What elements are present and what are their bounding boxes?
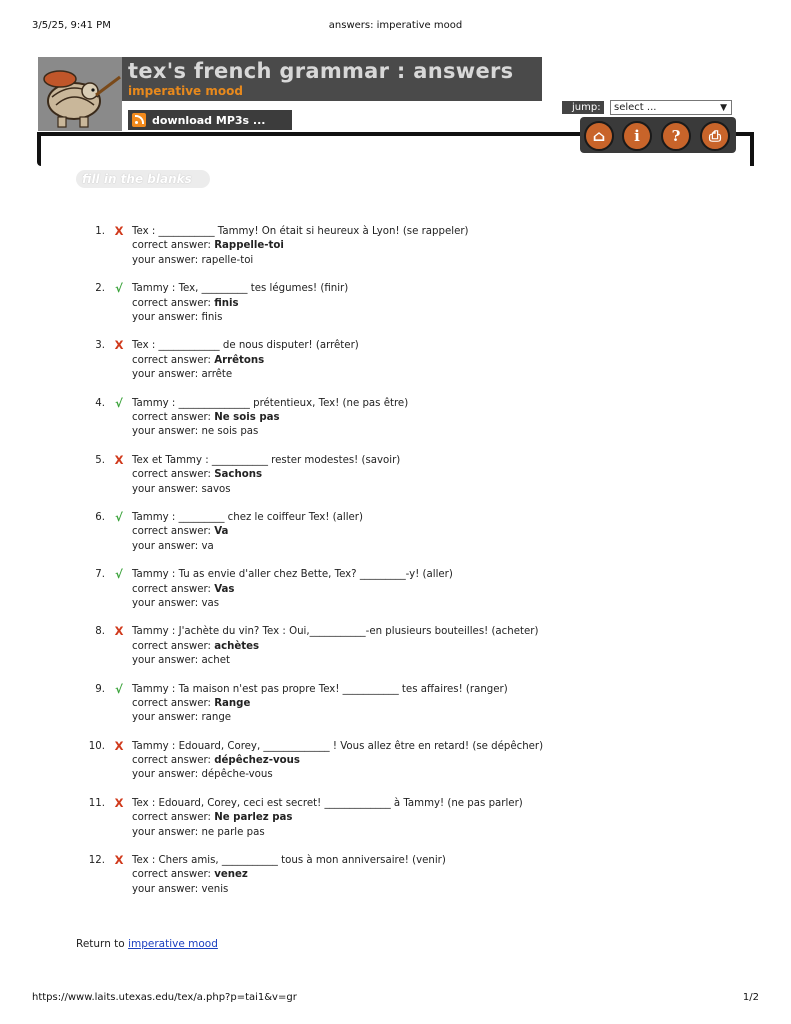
- correct-answer-label: correct answer:: [132, 469, 215, 481]
- info-icon[interactable]: i: [622, 121, 652, 151]
- correct-answer-value: dépêchez-vous: [214, 755, 300, 767]
- item-number: 4.: [95, 397, 105, 409]
- item-number: 5.: [95, 454, 105, 466]
- content-frame-left: [37, 132, 41, 166]
- item-number: 7.: [95, 569, 105, 581]
- your-answer-line: [132, 883, 228, 897]
- tex-armadillo-logo: [38, 57, 122, 131]
- your-answer-label: your answer:: [132, 883, 202, 895]
- check-icon: √: [115, 281, 123, 296]
- your-answer-value: va: [201, 540, 214, 552]
- answer-item: [0, 339, 791, 396]
- help-icon[interactable]: ?: [661, 121, 691, 151]
- return-line: [76, 938, 218, 950]
- cross-icon: X: [114, 452, 124, 467]
- correct-answer-line: [132, 525, 228, 539]
- correct-answer-line: [132, 239, 284, 253]
- section-label: fill in the blanks: [76, 170, 210, 188]
- cross-icon: X: [114, 624, 124, 639]
- check-icon: √: [115, 567, 123, 582]
- answer-list: [0, 225, 791, 911]
- answer-item: [0, 740, 791, 797]
- correct-answer-label: correct answer:: [132, 640, 215, 652]
- item-number: 9.: [95, 683, 105, 695]
- correct-answer-value: Arrêtons: [214, 354, 265, 366]
- jump-select-value: select ...: [614, 102, 657, 113]
- your-answer-label: your answer:: [132, 540, 202, 552]
- your-answer-label: your answer:: [132, 655, 202, 667]
- answer-item: [0, 511, 791, 568]
- answer-item: [0, 683, 791, 740]
- correct-answer-value: finis: [214, 297, 239, 309]
- question-text: Tex : Edouard, Corey, ceci est secret! _____________ à Tammy! (ne pas parler): [132, 797, 523, 809]
- question-text: Tex : ____________ de nous disputer! (arrêter): [132, 340, 359, 352]
- answer-item: [0, 568, 791, 625]
- download-mp3s-button[interactable]: [128, 110, 292, 130]
- correct-answer-value: Ne parlez pas: [214, 812, 293, 824]
- download-mp3s-label: download MP3s ...: [152, 113, 266, 127]
- rss-icon: [132, 113, 146, 127]
- correct-answer-value: Ne sois pas: [214, 411, 280, 423]
- cross-icon: X: [114, 795, 124, 810]
- your-answer-line: [132, 368, 232, 382]
- content-frame-right: [750, 132, 754, 166]
- print-icon[interactable]: ⎙: [700, 121, 730, 151]
- correct-answer-line: [132, 297, 239, 311]
- your-answer-value: ne parle pas: [201, 826, 265, 838]
- your-answer-label: your answer:: [132, 712, 202, 724]
- correct-answer-value: Va: [214, 526, 229, 538]
- question-text: Tammy : Tu as envie d'aller chez Bette, Tex? _________-y! (aller): [132, 569, 453, 581]
- site-banner: [38, 57, 542, 131]
- correct-answer-label: correct answer:: [132, 354, 215, 366]
- your-answer-label: your answer:: [132, 483, 202, 495]
- correct-answer-value: achètes: [214, 640, 260, 652]
- print-header: [32, 20, 759, 34]
- your-answer-value: arrête: [201, 369, 233, 381]
- correct-answer-label: correct answer:: [132, 755, 215, 767]
- page-subtitle: imperative mood: [128, 84, 243, 98]
- your-answer-value: range: [201, 712, 232, 724]
- print-timestamp: 3/5/25, 9:41 PM: [32, 20, 111, 31]
- your-answer-line: [132, 483, 231, 497]
- your-answer-line: [132, 254, 253, 268]
- your-answer-value: ne sois pas: [201, 426, 259, 438]
- correct-answer-line: [132, 411, 280, 425]
- check-icon: √: [115, 681, 123, 696]
- correct-answer-line: [132, 868, 248, 882]
- your-answer-label: your answer:: [132, 311, 202, 323]
- your-answer-value: dépêche-vous: [201, 769, 273, 781]
- print-footer: [32, 992, 759, 1006]
- question-text: Tammy : Edouard, Corey, _____________ ! Vous allez être en retard! (se dépêcher): [132, 740, 544, 752]
- question-text: Tammy : Tex, _________ tes légumes! (finir): [132, 283, 349, 295]
- cross-icon: X: [114, 853, 124, 868]
- return-prefix: Return to: [76, 938, 129, 950]
- correct-answer-value: Sachons: [214, 469, 263, 481]
- jump-label: jump:: [562, 101, 604, 114]
- correct-answer-value: venez: [214, 869, 248, 881]
- correct-answer-label: correct answer:: [132, 583, 215, 595]
- correct-answer-label: correct answer:: [132, 411, 215, 423]
- print-page-title: answers: imperative mood: [328, 20, 463, 31]
- check-icon: √: [115, 509, 123, 524]
- question-text: Tammy : J'achète du vin? Tex : Oui,___________-en plusieurs bouteilles! (acheter): [132, 626, 539, 638]
- correct-answer-label: correct answer:: [132, 297, 215, 309]
- question-text: Tammy : _________ chez le coiffeur Tex! (aller): [132, 511, 363, 523]
- your-answer-line: [132, 711, 231, 725]
- site-title: tex's french grammar : answers: [128, 59, 514, 83]
- correct-answer-label: correct answer:: [132, 869, 215, 881]
- correct-answer-value: Vas: [214, 583, 235, 595]
- answer-item: [0, 225, 791, 282]
- item-number: 8.: [95, 626, 105, 638]
- correct-answer-label: correct answer:: [132, 240, 215, 252]
- question-text: Tammy : ______________ prétentieux, Tex! (ne pas être): [132, 397, 409, 409]
- answer-item: [0, 625, 791, 682]
- imperative-mood-link[interactable]: imperative mood: [128, 938, 218, 950]
- your-answer-label: your answer:: [132, 254, 202, 266]
- cross-icon: X: [114, 338, 124, 353]
- chevron-down-icon: ▼: [720, 103, 727, 113]
- your-answer-label: your answer:: [132, 769, 202, 781]
- your-answer-value: finis: [201, 311, 223, 323]
- your-answer-line: [132, 425, 258, 439]
- your-answer-value: rapelle-toi: [201, 254, 254, 266]
- correct-answer-line: [132, 754, 300, 768]
- correct-answer-value: Rappelle-toi: [214, 240, 284, 252]
- your-answer-line: [132, 768, 273, 782]
- correct-answer-line: [132, 583, 234, 597]
- your-answer-line: [132, 826, 265, 840]
- your-answer-label: your answer:: [132, 369, 202, 381]
- answer-item: [0, 397, 791, 454]
- correct-answer-value: Range: [214, 697, 251, 709]
- your-answer-label: your answer:: [132, 826, 202, 838]
- question-text: Tex et Tammy : ___________ rester modestes! (savoir): [132, 454, 401, 466]
- answer-item: [0, 797, 791, 854]
- item-number: 3.: [95, 340, 105, 352]
- correct-answer-label: correct answer:: [132, 697, 215, 709]
- your-answer-line: [132, 654, 230, 668]
- correct-answer-line: [132, 640, 259, 654]
- print-page-number: 1/2: [742, 992, 759, 1003]
- your-answer-label: your answer:: [132, 426, 202, 438]
- your-answer-value: savos: [201, 483, 231, 495]
- answer-item: [0, 282, 791, 339]
- your-answer-value: vas: [201, 597, 220, 609]
- your-answer-line: [132, 597, 219, 611]
- correct-answer-label: correct answer:: [132, 812, 215, 824]
- question-text: Tex : Chers amis, ___________ tous à mon anniversaire! (venir): [132, 855, 446, 867]
- item-number: 6.: [95, 511, 105, 523]
- correct-answer-line: [132, 697, 250, 711]
- correct-answer-line: [132, 354, 264, 368]
- answer-item: [0, 854, 791, 911]
- your-answer-label: your answer:: [132, 597, 202, 609]
- your-answer-value: achet: [201, 655, 231, 667]
- item-number: 1.: [95, 226, 105, 237]
- cross-icon: X: [114, 738, 124, 753]
- question-text: Tex : ___________ Tammy! On était si heureux à Lyon! (se rappeler): [132, 226, 469, 237]
- check-icon: √: [115, 395, 123, 410]
- correct-answer-line: [132, 468, 262, 482]
- jump-select[interactable]: [610, 100, 732, 115]
- correct-answer-line: [132, 811, 293, 825]
- item-number: 12.: [88, 855, 105, 867]
- answer-item: [0, 454, 791, 511]
- your-answer-line: [132, 540, 214, 554]
- item-number: 10.: [88, 740, 105, 752]
- correct-answer-label: correct answer:: [132, 526, 215, 538]
- your-answer-line: [132, 311, 222, 325]
- print-url: https://www.laits.utexas.edu/tex/a.php?p=tai1&v=gr: [32, 992, 297, 1003]
- item-number: 11.: [88, 797, 105, 809]
- home-icon[interactable]: ⌂: [584, 121, 614, 151]
- question-text: Tammy : Ta maison n'est pas propre Tex! ___________ tes affaires! (ranger): [132, 683, 508, 695]
- cross-icon: X: [114, 224, 124, 238]
- item-number: 2.: [95, 283, 105, 295]
- your-answer-value: venis: [201, 883, 229, 895]
